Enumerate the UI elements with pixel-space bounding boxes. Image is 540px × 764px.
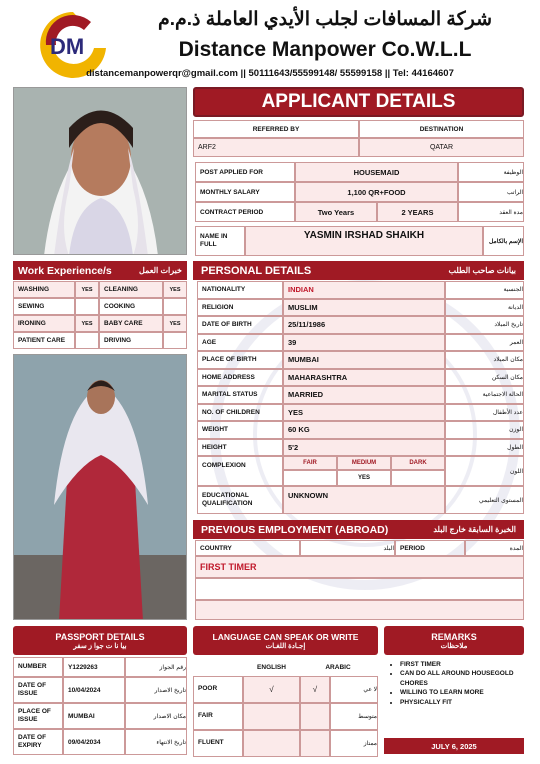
personal-label: PLACE OF BIRTH [197,351,283,369]
personal-label: RELIGION [197,299,283,317]
applicant-face-photo [13,87,187,255]
passport-title: PASSPORT DETAILS [55,631,145,642]
remarks-title-ar: ملاحظات [440,642,468,650]
name-label: NAME IN FULL [195,226,245,256]
personal-title-ar: بيانات صاحب الطلب [448,266,516,275]
period-arabic: المدة [465,540,524,556]
company-arabic-name: شركة المسافات لجلب الأيدي العاملة ذ.م.م [157,9,493,30]
complexion-arabic: اللون [445,456,524,486]
complexion-fair-mark [283,470,337,486]
education-label: EDUCATIONAL QUALIFICATION [197,486,283,514]
education-value: UNKNOWN [283,486,445,514]
complexion-medium-mark: YES [337,470,391,486]
prev-row-2 [195,578,524,600]
remarks-list [388,660,522,707]
personal-arabic: العمر [445,334,524,352]
passport-arabic: تاريخ الانتهاء [125,729,187,755]
language-title-ar: إجـادة اللغـات [265,642,306,650]
complexion-dark-mark [391,470,445,486]
passport-value: 09/04/2034 [63,729,125,755]
personal-value: 39 [283,334,445,352]
complexion-medium: MEDIUM [337,456,391,470]
personal-arabic: مكان الميلاد [445,351,524,369]
contract-label: CONTRACT PERIOD [195,202,295,222]
work-skill-label: BABY CARE [99,315,163,332]
lang-arabic-mark: √ [300,676,330,703]
work-skill-label: SEWING [13,298,75,315]
personal-details-header [193,261,524,280]
passport-value: MUMBAI [63,703,125,729]
prev-title-ar: الخبرة السابقة خارج البلد [433,525,516,534]
passport-title-ar: بيا نا ت جوا ز سفر [73,642,127,650]
prev-row-1 [195,556,524,578]
personal-details-table [193,281,524,456]
passport-value: Y1229263 [63,657,125,677]
personal-arabic: مكان السكن [445,369,524,387]
personal-label: DATE OF BIRTH [197,316,283,334]
country-label: COUNTRY [195,540,300,556]
work-skill-value [163,332,187,349]
work-skill-value: YES [163,281,187,298]
personal-label: WEIGHT [197,421,283,439]
personal-label: HEIGHT [197,439,283,457]
education-arabic: المستوى التعليمي [445,486,524,514]
lang-level-arabic: متوسط [330,703,378,730]
previous-employment-header [193,520,524,539]
post-arabic: الوظيفة [458,162,524,182]
personal-value: MUSLIM [283,299,445,317]
language-header [193,626,378,655]
referred-by-value: ARF2 [193,138,359,157]
lang-level-label: FAIR [193,703,243,730]
contract-value-1: Two Years [295,202,377,222]
lang-level-label: FLUENT [193,730,243,757]
personal-arabic: تاريخ الميلاد [445,316,524,334]
work-experience-header [13,261,187,280]
lang-arabic-label: ARABIC [325,663,351,671]
work-skill-value: YES [75,281,99,298]
work-skill-label: DRIVING [99,332,163,349]
remark-item: • PHYSICALLY FIT [400,698,522,707]
destination-value: QATAR [359,138,524,157]
language-table [193,676,378,756]
applicant-details-title: APPLICANT DETAILS [193,87,524,117]
work-title-ar: خبرات العمل [139,266,182,275]
work-skill-label: COOKING [99,298,163,315]
svg-text:DM: DM [50,34,85,59]
name-arabic: الإسم بالكامل [483,226,524,256]
post-value: HOUSEMAID [295,162,458,182]
complexion-dark: DARK [391,456,445,470]
period-label: PERIOD [395,540,465,556]
lang-level-arabic: ممتاز [330,730,378,757]
passport-value: 10/04/2024 [63,677,125,703]
passport-arabic: مكان الاصدار [125,703,187,729]
name-value: YASMIN IRSHAD SHAIKH [245,226,483,256]
salary-value: 1,100 QR+FOOD [295,182,458,202]
personal-value: 5'2 [283,439,445,457]
work-skill-label: WASHING [13,281,75,298]
remarks-title: REMARKS [431,631,477,642]
salary-arabic: الراتب [458,182,524,202]
lang-english-mark: √ [243,676,300,703]
lang-english-label: ENGLISH [257,663,286,671]
work-skill-label: PATIENT CARE [13,332,75,349]
personal-value: MUMBAI [283,351,445,369]
country-arabic: البلد [300,540,395,556]
passport-arabic: تاريخ الاصدار [125,677,187,703]
passport-arabic: رقم الجواز [125,657,187,677]
contract-value-2: 2 YEARS [377,202,458,222]
company-english-name: Distance Manpower Co.W.L.L [178,38,472,61]
personal-value: INDIAN [283,281,445,299]
lang-level-arabic: لا عي [330,676,378,703]
work-experience-grid [13,281,187,349]
remark-item: • FIRST TIMER [400,660,522,669]
destination-label: DESTINATION [359,120,524,138]
prev-title: PREVIOUS EMPLOYMENT (ABROAD) [201,523,389,536]
remarks-date: JULY 6, 2025 [384,738,524,754]
applicant-full-photo [13,354,187,620]
lang-arabic-mark [300,730,330,757]
personal-arabic: الحالة الاجتماعية [445,386,524,404]
passport-table [13,657,187,757]
lang-english-mark [243,730,300,757]
contact-line: distancemanpowerqr@gmail.com || 50111643/55599148/ 55599158 || Tel: 44164607 [86,68,454,79]
lang-english-mark [243,703,300,730]
remark-item: • CAN DO ALL AROUND HOUSEGOLD CHORES [400,669,522,688]
passport-label: DATE OF ISSUE [13,677,63,703]
remarks-header [384,626,524,655]
personal-arabic: الوزن [445,421,524,439]
passport-label: NUMBER [13,657,63,677]
work-title: Work Experience/s [18,264,112,277]
work-skill-label: IRONING [13,315,75,332]
first-timer-text: FIRST TIMER [200,562,257,572]
salary-label: MONTHLY SALARY [195,182,295,202]
personal-title: PERSONAL DETAILS [201,264,312,277]
personal-value: 60 KG [283,421,445,439]
work-skill-value: YES [75,315,99,332]
personal-arabic: الطول [445,439,524,457]
complexion-fair: FAIR [283,456,337,470]
personal-value: MAHARASHTRA [283,369,445,387]
personal-arabic: الجنسية [445,281,524,299]
post-label: POST APPLIED FOR [195,162,295,182]
personal-value: YES [283,404,445,422]
personal-arabic: عدد الأطفال [445,404,524,422]
work-skill-value [163,298,187,315]
passport-header [13,626,187,655]
work-skill-value [75,332,99,349]
lang-arabic-mark [300,703,330,730]
contract-arabic: مدة العقد [458,202,524,222]
language-title: LANGUAGE CAN SPEAK OR WRITE [212,631,359,642]
personal-label: NATIONALITY [197,281,283,299]
personal-value: 25/11/1986 [283,316,445,334]
passport-label: DATE OF EXPIRY [13,729,63,755]
work-skill-label: CLEANING [99,281,163,298]
passport-label: PLACE OF ISSUE [13,703,63,729]
personal-label: MARITAL STATUS [197,386,283,404]
work-skill-value: YES [163,315,187,332]
referred-by-label: REFERRED BY [193,120,359,138]
prev-row-3 [195,600,524,620]
remark-item: • WILLING TO LEARN MORE [400,688,522,697]
lang-level-label: POOR [193,676,243,703]
personal-value: MARRIED [283,386,445,404]
personal-label: HOME ADDRESS [197,369,283,387]
personal-label: NO. OF CHILDREN [197,404,283,422]
personal-label: AGE [197,334,283,352]
work-skill-value [75,298,99,315]
personal-arabic: الديانة [445,299,524,317]
complexion-label: COMPLEXION [197,456,283,486]
